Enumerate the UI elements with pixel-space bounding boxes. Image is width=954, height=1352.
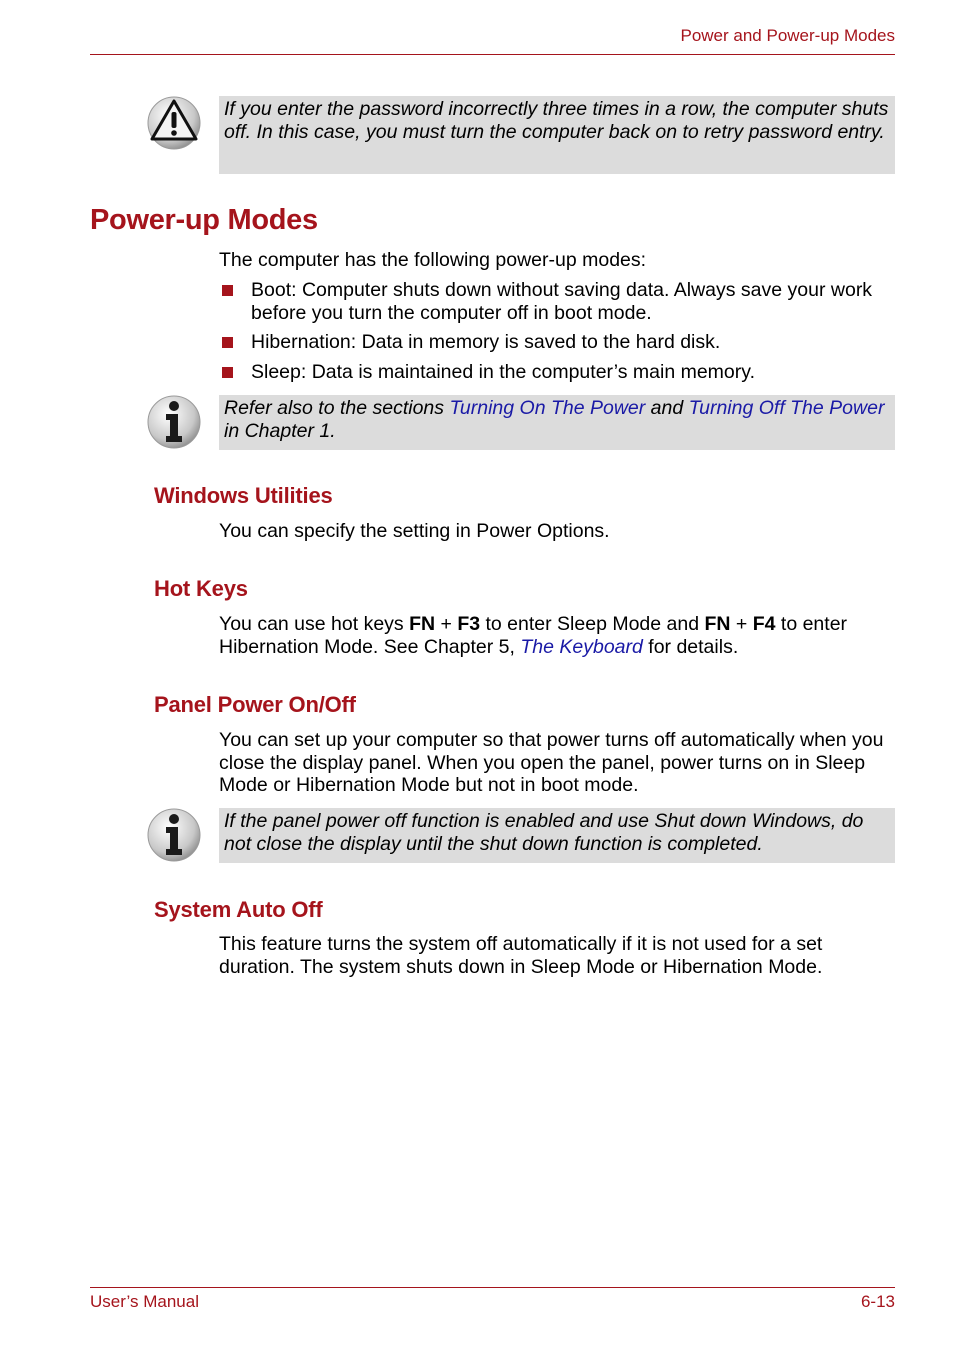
link-turning-on-the-power[interactable]: Turning On The Power [449, 397, 646, 419]
subheading-system-auto-off: System Auto Off [154, 897, 323, 922]
bullet-square-icon [222, 367, 233, 378]
section-heading-power-up-modes: Power-up Modes [90, 204, 318, 236]
system-auto-off-text: This feature turns the system off automatically if it is not used for a set duration. The system shuts down in Sleep Mode or Hibernation Mode. [219, 933, 823, 978]
intro-text: The computer has the following power-up modes: [219, 249, 647, 271]
info-note-panel-power: If the panel power off function is enabled and use Shut down Windows, do not close the display until the shut down function is completed. [219, 808, 895, 863]
link-turning-off-the-power[interactable]: Turning Off The Power [688, 397, 885, 419]
bullet-square-icon [222, 285, 233, 296]
bullet-square-icon [222, 337, 233, 348]
list-item: Hibernation: Data in memory is saved to the hard disk. [219, 331, 895, 354]
hot-keys-text: You can use hot keys FN + F3 to enter Sleep Mode and FN + F4 to enter Hibernation Mode. See Chapter 5, The Keyboard for details. [219, 613, 848, 658]
footer-rule [90, 1287, 895, 1288]
running-header: Power and Power-up Modes [680, 26, 895, 45]
info-icon [146, 394, 202, 450]
list-item: Sleep: Data is maintained in the computer’s main memory. [219, 361, 895, 384]
subheading-windows-utilities: Windows Utilities [154, 483, 333, 508]
header-rule [90, 54, 895, 55]
panel-power-text: You can set up your computer so that power turns off automatically when you close the display panel. When you open the panel, power turns on in Sleep Mode or Hibernation Mode but not in boot mode. [219, 729, 884, 796]
info-note-chapter-ref: Refer also to the sections Turning On The Power and Turning Off The Power in Chapter 1. [219, 395, 895, 450]
subheading-hot-keys: Hot Keys [154, 576, 248, 601]
windows-utilities-text: You can specify the setting in Power Options. [219, 520, 610, 542]
subheading-panel-power: Panel Power On/Off [154, 692, 356, 717]
warning-triangle-icon [146, 95, 202, 151]
page-number: 6-13 [860, 1292, 895, 1311]
footer-manual-title: User’s Manual [90, 1292, 199, 1311]
list-item: Boot: Computer shuts down without saving data. Always save your work before you turn the computer off in boot mode. [219, 279, 895, 324]
warning-note: If you enter the password incorrectly three times in a row, the computer shuts off. In this case, you must turn the computer back on to retry password entry. [219, 96, 895, 174]
link-the-keyboard[interactable]: The Keyboard [520, 635, 643, 658]
info-icon [146, 807, 202, 863]
